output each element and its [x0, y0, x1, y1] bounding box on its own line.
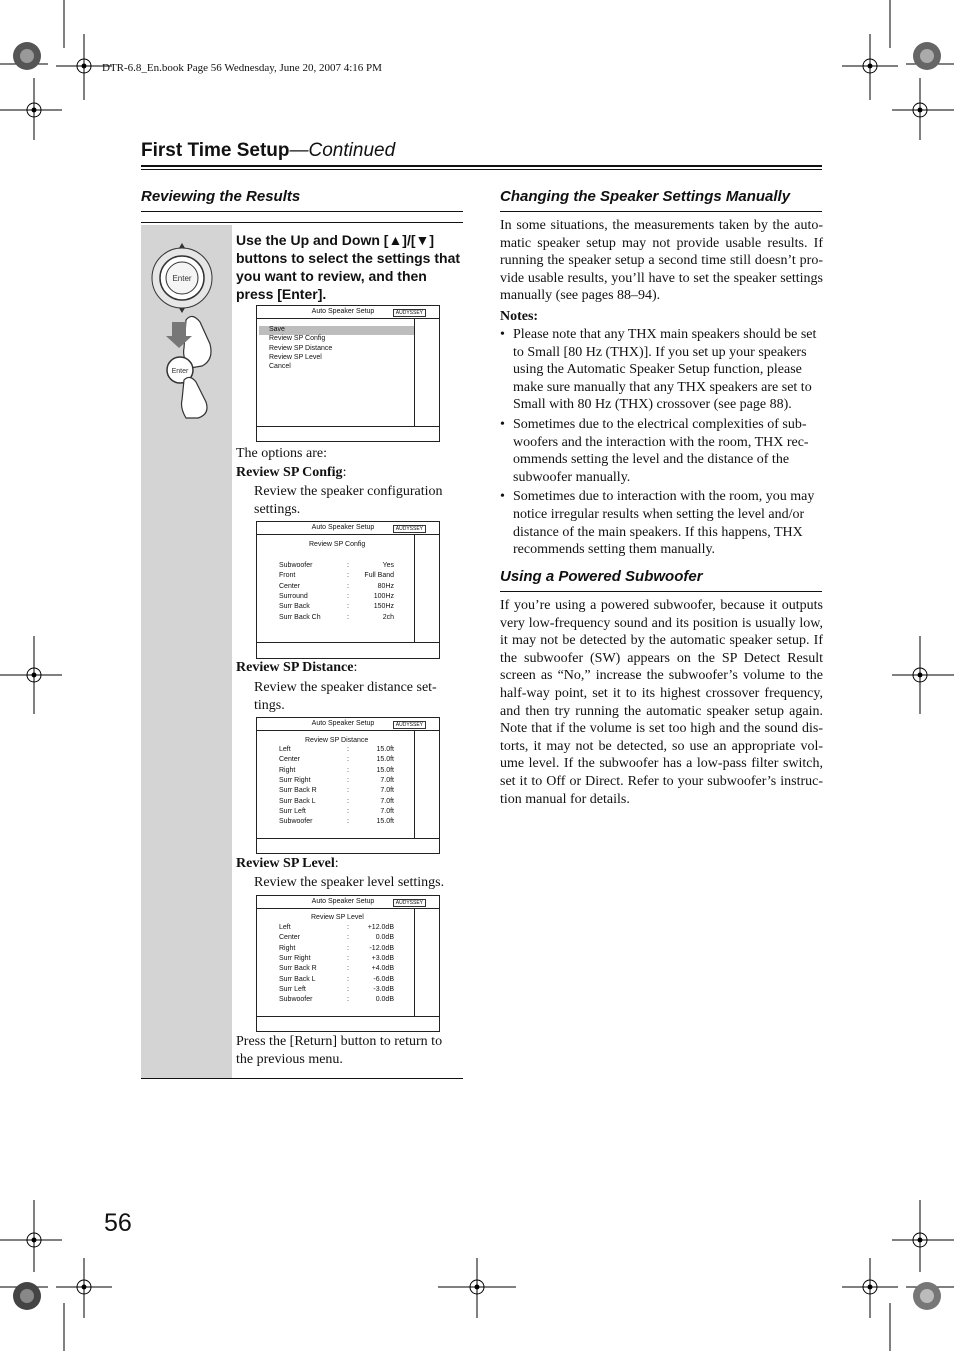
row-value: -6.0dB — [373, 975, 394, 983]
screen-review-distance — [256, 717, 440, 854]
screen-review-level — [256, 895, 440, 1032]
row-colon: : — [347, 562, 349, 569]
row-label: Center — [279, 756, 301, 764]
row-value: 15.0ft — [376, 766, 394, 774]
screen-footer-sep — [257, 642, 439, 643]
option-distance-desc: Review the speaker distance set-tings. — [254, 680, 437, 713]
row-value: 15.0ft — [376, 818, 394, 826]
screen-vsep — [414, 534, 415, 642]
screen-title: Auto Speaker Setup — [311, 898, 375, 905]
note-text: Sometimes due to the electrical complexities of sub-woofers and the interaction with the room, THX rec-ommends setting the level and the distance of the subwoofer manually. — [513, 416, 809, 485]
row-label: Surr Back R — [279, 787, 317, 795]
row-colon: : — [347, 944, 349, 952]
row-colon: : — [347, 756, 349, 764]
screen-row — [279, 818, 394, 828]
subwoofer-heading-rule — [500, 591, 822, 592]
note-item: • Sometimes due to the electrical complexities of sub-woofers and the interaction with the room, THX rec-ommends setting the level and the distance of the subwoofer manually. — [500, 416, 809, 485]
enter-key-label: Enter — [171, 368, 189, 375]
row-colon: : — [347, 954, 349, 962]
menu-item-cancel[interactable]: Cancel — [269, 363, 291, 370]
screen-row — [279, 614, 394, 624]
row-label: Surr Right — [279, 954, 311, 962]
audyssey-badge: AUDYSSEY — [393, 899, 426, 907]
screen-row — [279, 986, 394, 996]
options-intro: The options are: — [236, 446, 327, 461]
manual-settings-heading: Changing the Speaker Settings Manually — [500, 188, 791, 205]
row-colon: : — [347, 613, 349, 621]
page-number: 56 — [104, 1209, 132, 1237]
audyssey-badge: AUDYSSEY — [393, 309, 426, 317]
audyssey-badge: AUDYSSEY — [393, 721, 426, 729]
screen-sep — [257, 318, 439, 319]
row-colon: : — [347, 818, 349, 826]
screen-row — [279, 583, 394, 593]
audyssey-badge: AUDYSSEY — [393, 525, 426, 533]
title-rule-thin — [141, 169, 822, 170]
option-config-label: Review SP Config: — [236, 465, 347, 480]
row-value: 150Hz — [373, 603, 394, 611]
hand-press-icon — [182, 377, 208, 418]
row-label: Left — [279, 746, 291, 753]
option-level-name: Review SP Level — [236, 856, 335, 871]
screen-row — [279, 924, 394, 934]
row-value: 2ch — [382, 613, 394, 621]
screen-row — [279, 746, 394, 756]
remote-illustration — [148, 240, 228, 420]
row-value: 7.0ft — [380, 797, 394, 805]
screen-subtitle: Review SP Distance — [305, 737, 369, 744]
row-label: Right — [279, 944, 296, 952]
down-arrow-icon — [179, 308, 185, 313]
option-level-label: Review SP Level: — [236, 856, 339, 871]
screen-footer-sep — [257, 1016, 439, 1017]
step-instruction: Use the Up and Down [▲]/[▼] buttons to select the settings that you want to review, and then press [Enter]. — [236, 232, 461, 302]
row-value: 80Hz — [377, 582, 394, 590]
screen-row — [279, 593, 394, 603]
screen-sep — [257, 730, 439, 731]
row-colon: : — [347, 985, 349, 993]
subwoofer-heading: Using a Powered Subwoofer — [500, 568, 703, 585]
row-colon: : — [347, 965, 349, 973]
screen-main-menu — [256, 305, 440, 442]
row-colon: : — [347, 975, 349, 983]
row-colon: : — [347, 787, 349, 795]
up-arrow-icon — [179, 243, 185, 248]
page-title-suffix: —Continued — [289, 140, 396, 161]
row-value: 7.0ft — [380, 807, 394, 815]
screen-row — [279, 756, 394, 766]
screen-title: Auto Speaker Setup — [311, 308, 375, 315]
row-label: Surr Back L — [279, 975, 316, 983]
page-title-main: First Time Setup — [141, 140, 290, 161]
row-label: Front — [279, 572, 296, 580]
row-value: +3.0dB — [371, 954, 394, 962]
row-label: Subwoofer — [279, 996, 313, 1004]
row-label: Center — [279, 934, 301, 942]
menu-item-review-distance[interactable]: Review SP Distance — [269, 345, 333, 352]
screen-row — [279, 777, 394, 787]
row-label: Surr Left — [279, 985, 306, 993]
row-label: Surr Back R — [279, 965, 317, 973]
option-config-desc: Review the speaker configuration settings. — [254, 484, 443, 517]
manual-paragraph: In some situations, the measurements taken by the auto-matic speaker setup may not provide usable results. If running the speaker setup a second time still doesn’t pro-vide usable results, you’ll have to set the speaker settings manually (see pages 88–94). — [500, 218, 823, 304]
row-colon: : — [347, 807, 349, 815]
row-value: Yes — [382, 562, 394, 569]
screen-title: Auto Speaker Setup — [311, 524, 375, 531]
row-label: Surr Back — [279, 603, 310, 611]
row-label: Subwoofer — [279, 818, 313, 826]
row-colon: : — [347, 582, 349, 590]
screen-footer-sep — [257, 426, 439, 427]
screen-row — [279, 945, 394, 955]
screen-row — [279, 976, 394, 986]
row-value: Full Band — [364, 572, 394, 580]
page-title — [141, 140, 395, 162]
enter-button-label: Enter — [172, 274, 192, 283]
row-value: +12.0dB — [367, 924, 394, 931]
screen-sep — [257, 534, 439, 535]
screen-row — [279, 562, 394, 572]
screen-row — [279, 603, 394, 613]
row-colon: : — [347, 996, 349, 1004]
screen-row — [279, 955, 394, 965]
screen-row — [279, 965, 394, 975]
row-colon: : — [347, 776, 349, 784]
row-colon: : — [347, 572, 349, 580]
row-value: +4.0dB — [371, 965, 394, 973]
row-label: Center — [279, 582, 301, 590]
row-colon: : — [347, 934, 349, 942]
note-text: Please note that any THX main speakers should be set to Small [80 Hz (THX)]. If you set up your speakers using the Automatic Speaker Setup function, please make sure manually that any THX speakers are set to Small with 80 Hz (THX) crossover (see page 88). — [513, 327, 817, 413]
screen-row — [279, 767, 394, 777]
screen-row — [279, 996, 394, 1006]
screen-review-config — [256, 521, 440, 659]
row-colon: : — [347, 603, 349, 611]
box-bottom-rule — [141, 1078, 463, 1079]
row-label: Surr Back L — [279, 797, 316, 805]
row-value: 100Hz — [373, 592, 394, 600]
option-level-desc: Review the speaker level settings. — [254, 875, 445, 890]
row-label: Subwoofer — [279, 562, 313, 569]
menu-item-review-level[interactable]: Review SP Level — [269, 354, 322, 361]
reviewing-heading: Reviewing the Results — [141, 188, 301, 205]
row-value: 15.0ft — [376, 746, 394, 753]
row-colon: : — [347, 746, 349, 753]
subwoofer-paragraph: If you’re using a powered subwoofer, because it outputs very low-frequency sound and its position is usually low, it may not be detected by the automatic speaker setup. If the subwoofer (SW) appears on the SP Detect Result screen as “No,” increase the subwoofer’s volume to the half-way point, set it to its highest crossover frequency, and then try running the automatic speaker setup again. Note that if the volume is set too high and the sound dis-torts, it may not be detected, so use an appropriate vol-ume level. If the subwoofer has a low-pass filter switch, set it to Off or Direct. Refer to your subwoofer’s instruc-tion manual for details. — [500, 598, 823, 807]
row-value: 7.0ft — [380, 776, 394, 784]
title-rule — [141, 165, 822, 167]
note-item: • Please note that any THX main speakers should be set to Small [80 Hz (THX)]. If you set up your speakers using the Automatic Speaker Setup function, please make sure manually that any THX speakers are set to Small with 80 Hz (THX) crossover (see page 88). — [500, 327, 817, 413]
reviewing-rule — [141, 211, 463, 212]
screen-row — [279, 798, 394, 808]
row-colon: : — [347, 592, 349, 600]
return-note: Press the [Return] button to return to the previous menu. — [236, 1034, 443, 1067]
screen-sep — [257, 908, 439, 909]
notes-label: Notes: — [500, 309, 539, 324]
menu-item-save[interactable]: Save — [269, 326, 285, 333]
row-value: -12.0dB — [369, 944, 394, 952]
option-config-name: Review SP Config — [236, 465, 343, 480]
row-colon: : — [347, 797, 349, 805]
row-value: 15.0ft — [376, 756, 394, 764]
screen-row — [279, 787, 394, 797]
row-label: Surr Left — [279, 807, 306, 815]
screen-vsep — [414, 908, 415, 1016]
screen-row — [279, 934, 394, 944]
row-value: -3.0dB — [373, 985, 394, 993]
screen-subtitle: Review SP Level — [311, 914, 364, 921]
row-colon: : — [347, 924, 349, 931]
screen-subtitle: Review SP Config — [309, 541, 366, 548]
manual-heading-rule — [500, 211, 822, 212]
notes-list — [500, 326, 823, 561]
screen-title: Auto Speaker Setup — [311, 720, 375, 727]
row-label: Surr Right — [279, 776, 311, 784]
book-header: DTR-6.8_En.book Page 56 Wednesday, June 20, 2007 4:16 PM — [102, 62, 382, 74]
row-value: 0.0dB — [375, 996, 394, 1004]
row-label: Left — [279, 924, 291, 931]
option-distance-name: Review SP Distance — [236, 660, 354, 675]
row-colon: : — [347, 766, 349, 774]
screen-vsep — [414, 730, 415, 838]
box-top-rule — [141, 222, 463, 223]
note-text: Sometimes due to interaction with the room, you may notice irregular results when setting the level and/or distance of the main speakers. If this happens, THX recommends setting them manually. — [513, 489, 815, 558]
note-item: • Sometimes due to interaction with the room, you may notice irregular results when setting the level and/or distance of the main speakers. If this happens, THX recommends setting them manually. — [500, 489, 815, 558]
row-label: Right — [279, 766, 296, 774]
screen-row — [279, 572, 394, 582]
screen-vsep — [414, 318, 415, 426]
screen-footer-sep — [257, 838, 439, 839]
option-distance-label: Review SP Distance: — [236, 660, 358, 675]
menu-item-review-config[interactable]: Review SP Config — [269, 335, 326, 342]
screen-row — [279, 808, 394, 818]
row-label: Surround — [279, 592, 308, 600]
row-value: 0.0dB — [375, 934, 394, 942]
row-label: Surr Back Ch — [279, 613, 321, 621]
row-value: 7.0ft — [380, 787, 394, 795]
